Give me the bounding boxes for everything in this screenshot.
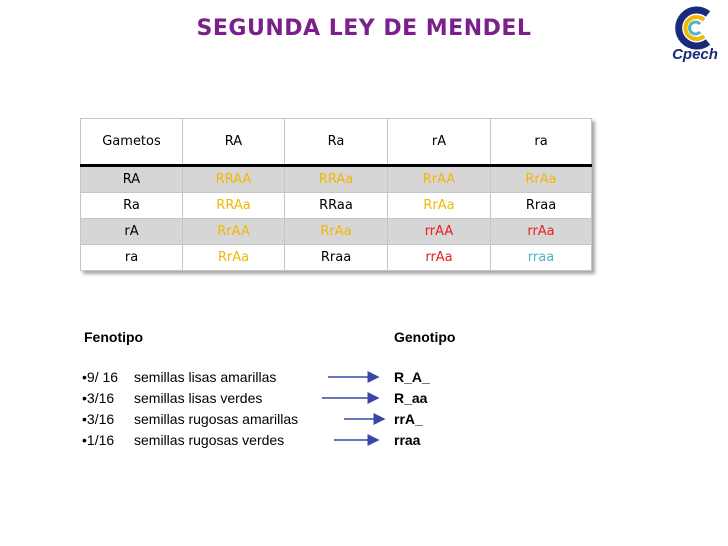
genotype-cell: RrAa (183, 245, 285, 271)
phenotype-text: semillas rugosas amarillas (134, 411, 299, 427)
genotype-cell: rrAa (388, 245, 491, 271)
genotype-cell: rrAA (388, 219, 491, 245)
ratio: •3/16 (82, 390, 115, 406)
genotipo-item: rrA_ (394, 411, 423, 427)
genotype-cell: RrAa (491, 166, 592, 193)
row-label: ra (81, 245, 183, 271)
phenotype-text: semillas rugosas verdes (134, 432, 285, 448)
fenotipo-heading: Fenotipo (84, 329, 144, 345)
genotipo-item: rraa (394, 432, 421, 448)
genotype-cell: Rraa (285, 245, 388, 271)
genotype-cell: RrAA (388, 166, 491, 193)
genotype-cell: RRAa (183, 193, 285, 219)
page-title: SEGUNDA LEY DE MENDEL (196, 16, 532, 41)
row-label: rA (81, 219, 183, 245)
phenotype-text: semillas lisas verdes (134, 390, 263, 406)
genotype-cell: RrAA (183, 219, 285, 245)
header-cell: Ra (285, 119, 388, 166)
genotype-cell: RrAa (388, 193, 491, 219)
genotype-cell: RRaa (285, 193, 388, 219)
ratio: •9/ 16 (82, 369, 119, 385)
genotipo-item: R_A_ (394, 369, 430, 385)
genotype-cell: RRAa (285, 166, 388, 193)
genotype-cell: RrAa (285, 219, 388, 245)
header-cell: rA (388, 119, 491, 166)
header-cell: ra (491, 119, 592, 166)
genotipo-heading: Genotipo (394, 329, 456, 345)
header-cell: RA (183, 119, 285, 166)
header-cell: Gametos (81, 119, 183, 166)
ratio: •1/16 (82, 432, 115, 448)
genotype-cell: rraa (491, 245, 592, 271)
logo-text: Cpech (672, 46, 718, 63)
genotype-cell: RRAA (183, 166, 285, 193)
row-label: Ra (81, 193, 183, 219)
ratio: •3/16 (82, 411, 115, 427)
phenotype-text: semillas lisas amarillas (134, 369, 277, 385)
genotype-cell: rrAa (491, 219, 592, 245)
genotipo-item: R_aa (394, 390, 428, 406)
row-label: RA (81, 166, 183, 193)
genotype-cell: Rraa (491, 193, 592, 219)
